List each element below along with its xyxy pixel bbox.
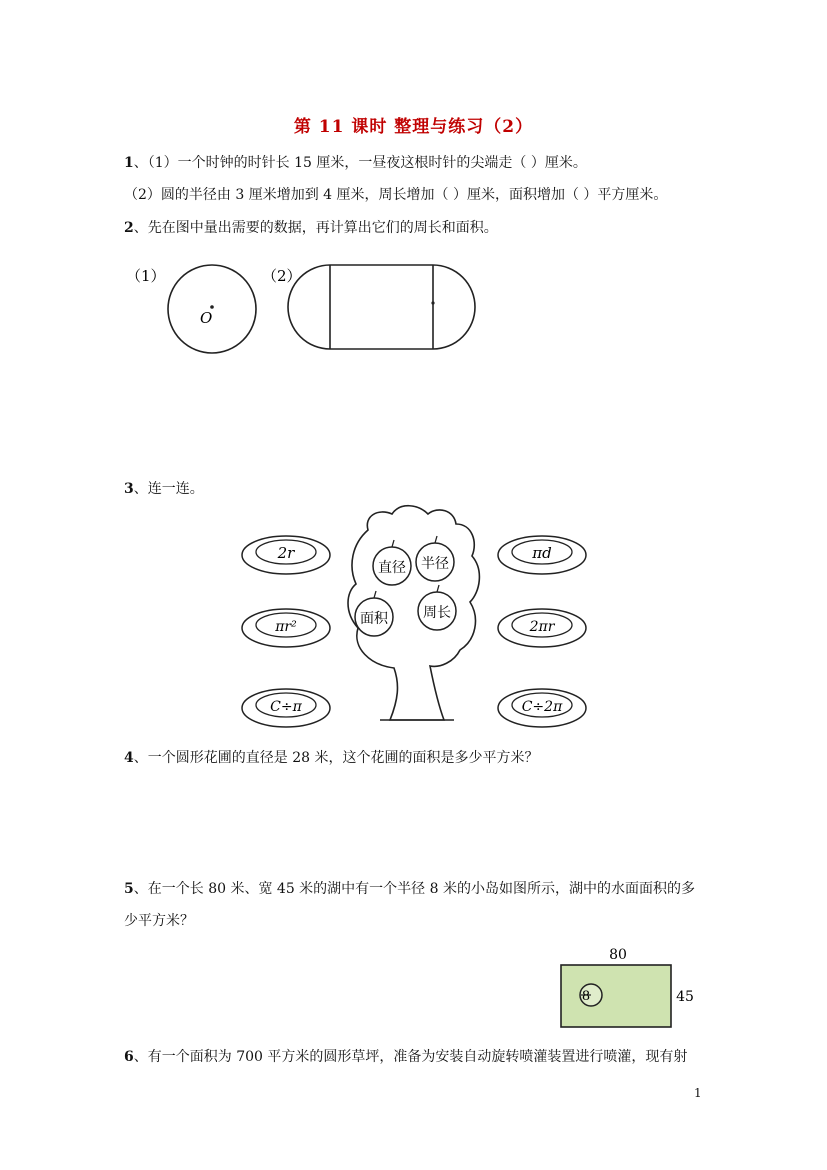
question-text: 、（1）一个时钟的时针长 15 厘米，一昼夜这根时针的尖端走（ ）厘米。 xyxy=(133,155,587,171)
question-6 xyxy=(124,1046,687,1066)
radius-label: 8 xyxy=(581,989,591,1004)
plate-left-1 xyxy=(242,536,330,574)
question-number: 3 xyxy=(124,481,134,497)
plate-left-2 xyxy=(242,609,330,647)
measure-figures xyxy=(120,255,480,365)
apple-label: 直径 xyxy=(378,560,406,576)
question-number: 6 xyxy=(124,1049,134,1065)
question-1-part-2 xyxy=(124,184,667,204)
center-label: O xyxy=(200,309,213,327)
question-number: 5 xyxy=(124,881,134,897)
question-number: 4 xyxy=(124,750,134,766)
lake-rectangle xyxy=(561,965,671,1027)
question-2 xyxy=(124,217,498,237)
question-text: 、在一个长 80 米、宽 45 米的湖中有一个半径 8 米的小岛如图所示，湖中的水面面积的多 xyxy=(133,881,695,897)
question-5 xyxy=(124,878,695,898)
apple-label: 面积 xyxy=(360,611,388,627)
width-label: 45 xyxy=(676,989,694,1005)
lake-figure xyxy=(552,944,712,1034)
plate-label: πd xyxy=(532,544,552,562)
question-1 xyxy=(124,152,587,172)
plate-right-3 xyxy=(498,689,586,727)
figure-2-label: （2） xyxy=(262,267,302,285)
figure-1-label: （1） xyxy=(126,267,166,285)
plate-label: 2πr xyxy=(529,619,555,635)
length-label: 80 xyxy=(609,947,627,963)
plate-label: C÷π xyxy=(270,699,302,715)
question-3 xyxy=(124,478,204,498)
page-number: 1 xyxy=(694,1086,702,1100)
question-text: （2）圆的半径由 3 厘米增加到 4 厘米，周长增加（ ）厘米，面积增加（ ）平方厘米。 xyxy=(124,187,668,203)
question-text: 、有一个面积为 700 平方米的圆形草坪，准备为安装自动旋转喷灌装置进行喷灌，现有射 xyxy=(133,1049,688,1065)
question-text: 、一个圆形花圃的直径是 28 米，这个花圃的面积是多少平方米？ xyxy=(133,750,539,766)
plate-left-3 xyxy=(242,689,330,727)
question-text: 、先在图中量出需要的数据，再计算出它们的周长和面积。 xyxy=(133,220,498,236)
question-number: 1 xyxy=(124,155,134,171)
connect-figure xyxy=(240,500,590,730)
plate-label: πr² xyxy=(275,619,297,635)
question-text: 少平方米？ xyxy=(124,913,194,929)
question-5-cont xyxy=(124,910,194,930)
plate-right-2 xyxy=(498,609,586,647)
question-number: 2 xyxy=(124,220,134,236)
plate-label: 2r xyxy=(277,544,295,562)
page-title: 第 11 课时 整理与练习（2） xyxy=(293,117,534,137)
plate-right-1 xyxy=(498,536,586,574)
question-text: 、连一连。 xyxy=(133,481,204,497)
apple-label: 周长 xyxy=(423,605,451,621)
question-4 xyxy=(124,747,538,767)
stadium-figure xyxy=(288,265,475,349)
apple-label: 半径 xyxy=(421,556,449,572)
stadium-dot xyxy=(431,301,434,304)
plate-label: C÷2π xyxy=(521,699,563,715)
